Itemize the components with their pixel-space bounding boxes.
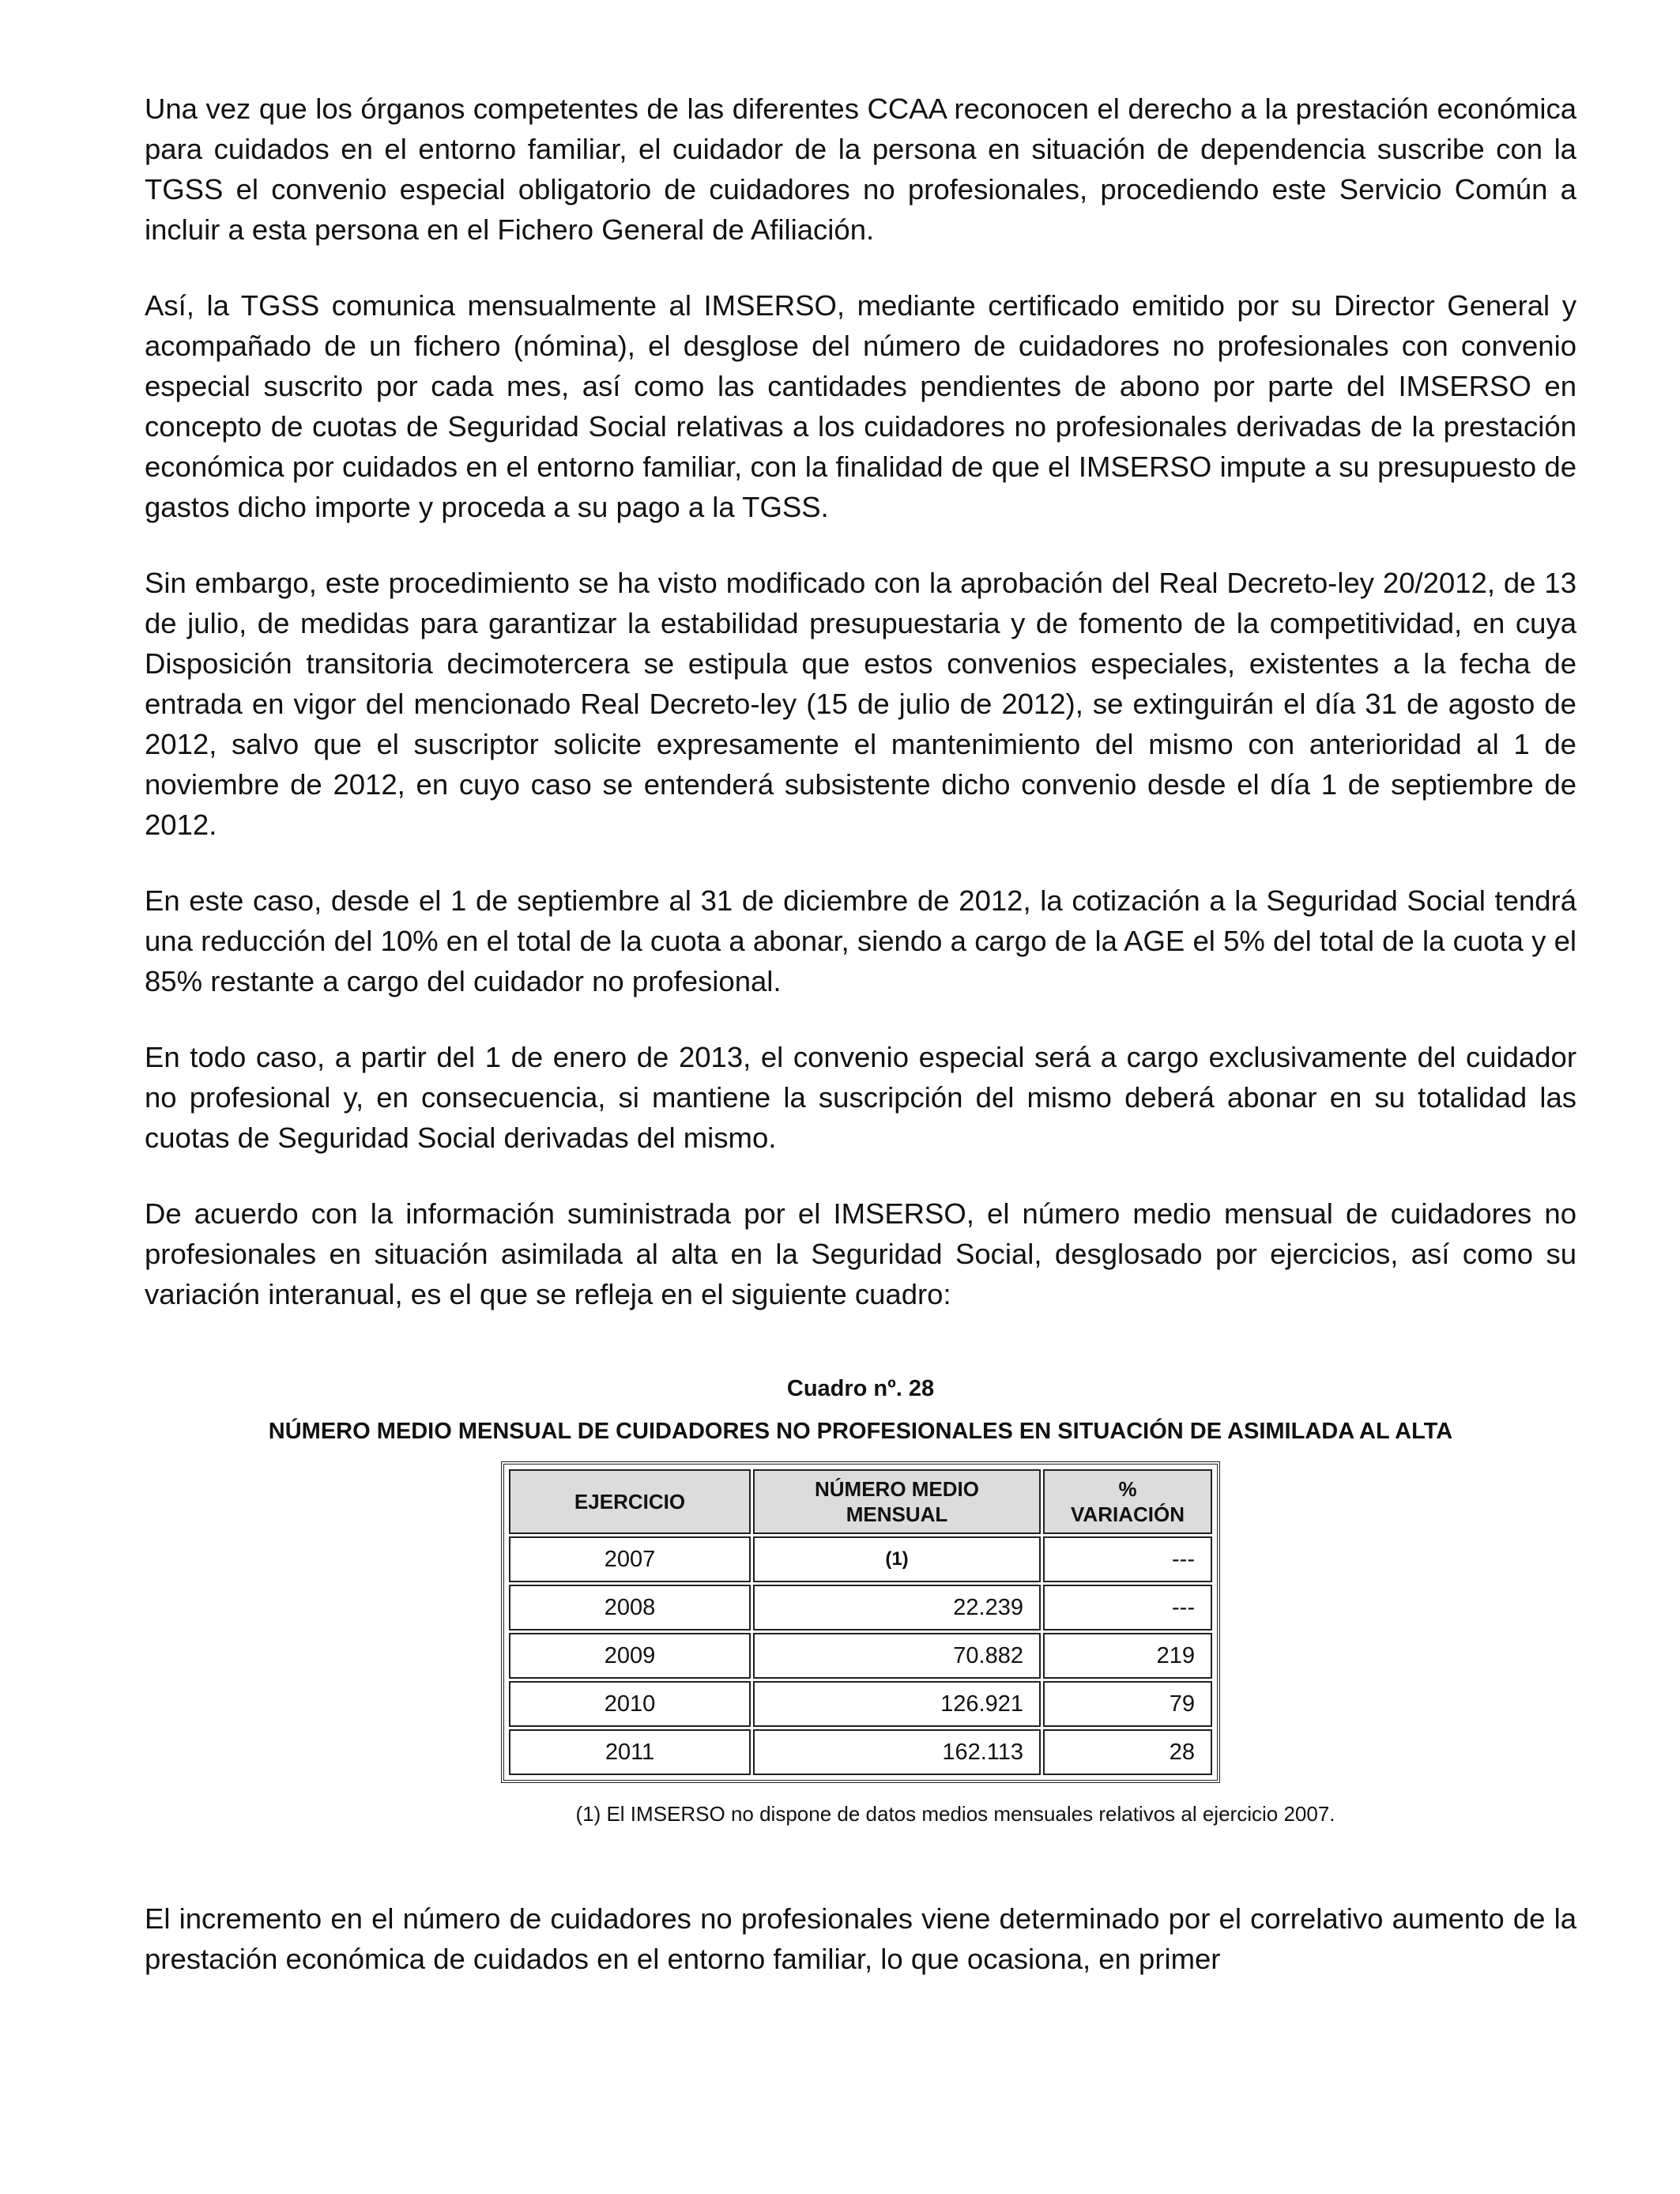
table-section [145, 1374, 1576, 1827]
paragraph-5: En todo caso, a partir del 1 de enero de 2013, el convenio especial será a cargo exclusivamente del cuidador no profesional y, en consecuencia, si mantiene la suscripción del mismo deberá abonar en su totalidad las cuotas de Seguridad Social derivadas del mismo. [145, 1041, 1576, 1154]
paragraph-3: Sin embargo, este procedimiento se ha visto modificado con la aprobación del Real Decreto-ley 20/2012, de 13 de julio, de medidas para garantizar la estabilidad presupuestaria y de fomento de la competitividad, en cuya Disposición transitoria decimotercera se estipula que estos convenios especiales, existentes a la fecha de entrada en vigor del mencionado Real Decreto-ley (15 de julio de 2012), se extinguirán el día 31 de agosto de 2012, salvo que el suscriptor solicite expresamente el mantenimiento del mismo con anterioridad al 1 de noviembre de 2012, en cuyo caso se entenderá subsistente dicho convenio desde el día 1 de septiembre de 2012. [145, 567, 1576, 841]
cell-year: 2011 [509, 1729, 751, 1775]
cell-number: (1) [753, 1536, 1041, 1582]
cell-pct: --- [1043, 1585, 1212, 1630]
cell-pct: 79 [1043, 1681, 1212, 1727]
paragraph-1: Una vez que los órganos competentes de las diferentes CCAA reconocen el derecho a la prestación económica para cuidados en el entorno familiar, el cuidador de la persona en situación de dependencia suscribe con la TGSS el convenio especial obligatorio de cuidadores no profesionales, procediendo este Servicio Común a incluir a esta persona en el Fichero General de Afiliación. [145, 92, 1576, 246]
table-footnote: (1) El IMSERSO no dispone de datos medios mensuales relativos al ejercicio 2007. [575, 1802, 1335, 1826]
table-row [509, 1633, 1212, 1679]
cell-pct: 28 [1043, 1729, 1212, 1775]
document-page [145, 89, 1576, 2015]
cell-number: 70.882 [753, 1633, 1041, 1679]
paragraph-4: En este caso, desde el 1 de septiembre al 31 de diciembre de 2012, la cotización a la Seguridad Social tendrá una reducción del 10% en el total de la cuota a abonar, siendo a cargo de la AGE el 5% del total de la cuota y el 85% restante a cargo del cuidador no profesional. [145, 884, 1576, 997]
cell-pct: 219 [1043, 1633, 1212, 1679]
table-header-row [509, 1469, 1212, 1534]
header-pct: % VARIACIÓN [1043, 1469, 1212, 1534]
paragraph-6: De acuerdo con la información suministrada por el IMSERSO, el número medio mensual de cuidadores no profesionales en situación asimilada al alta en la Seguridad Social, desglosado por ejercicios, así como su variación interanual, es el que se refleja en el siguiente cuadro: [145, 1197, 1576, 1310]
header-number: NÚMERO MEDIO MENSUAL [753, 1469, 1041, 1534]
table-row [509, 1585, 1212, 1630]
table-frame [501, 1461, 1220, 1783]
header-year: EJERCICIO [509, 1469, 751, 1534]
table-row [509, 1681, 1212, 1727]
table-row [509, 1729, 1212, 1775]
cell-number: 22.239 [753, 1585, 1041, 1630]
cell-number: 162.113 [753, 1729, 1041, 1775]
cell-pct: --- [1043, 1536, 1212, 1582]
cell-year: 2007 [509, 1536, 751, 1582]
cell-year: 2010 [509, 1681, 751, 1727]
paragraph-2: Así, la TGSS comunica mensualmente al IMSERSO, mediante certificado emitido por su Director General y acompañado de un fichero (nómina), el desglose del número de cuidadores no profesionales con convenio especial suscrito por cada mes, así como las cantidades pendientes de abono por parte del IMSERSO en concepto de cuotas de Seguridad Social relativas a los cuidadores no profesionales derivadas de la prestación económica por cuidados en el entorno familiar, con la finalidad de que el IMSERSO impute a su presupuesto de gastos dicho importe y proceda a su pago a la TGSS. [145, 289, 1576, 523]
table-title: NÚMERO MEDIO MENSUAL DE CUIDADORES NO PROFESIONALES EN SITUACIÓN DE ASIMILADA AL ALTA [268, 1419, 1453, 1444]
cell-year: 2009 [509, 1633, 751, 1679]
data-table [507, 1467, 1215, 1777]
table-label: Cuadro nº. 28 [786, 1376, 935, 1401]
cell-year: 2008 [509, 1585, 751, 1630]
table-row [509, 1536, 1212, 1582]
cell-number: 126.921 [753, 1681, 1041, 1727]
paragraph-7: El incremento en el número de cuidadores no profesionales viene determinado por el correlativo aumento de la prestación económica de cuidados en el entorno familiar, lo que ocasiona, en primer [145, 1902, 1576, 1975]
